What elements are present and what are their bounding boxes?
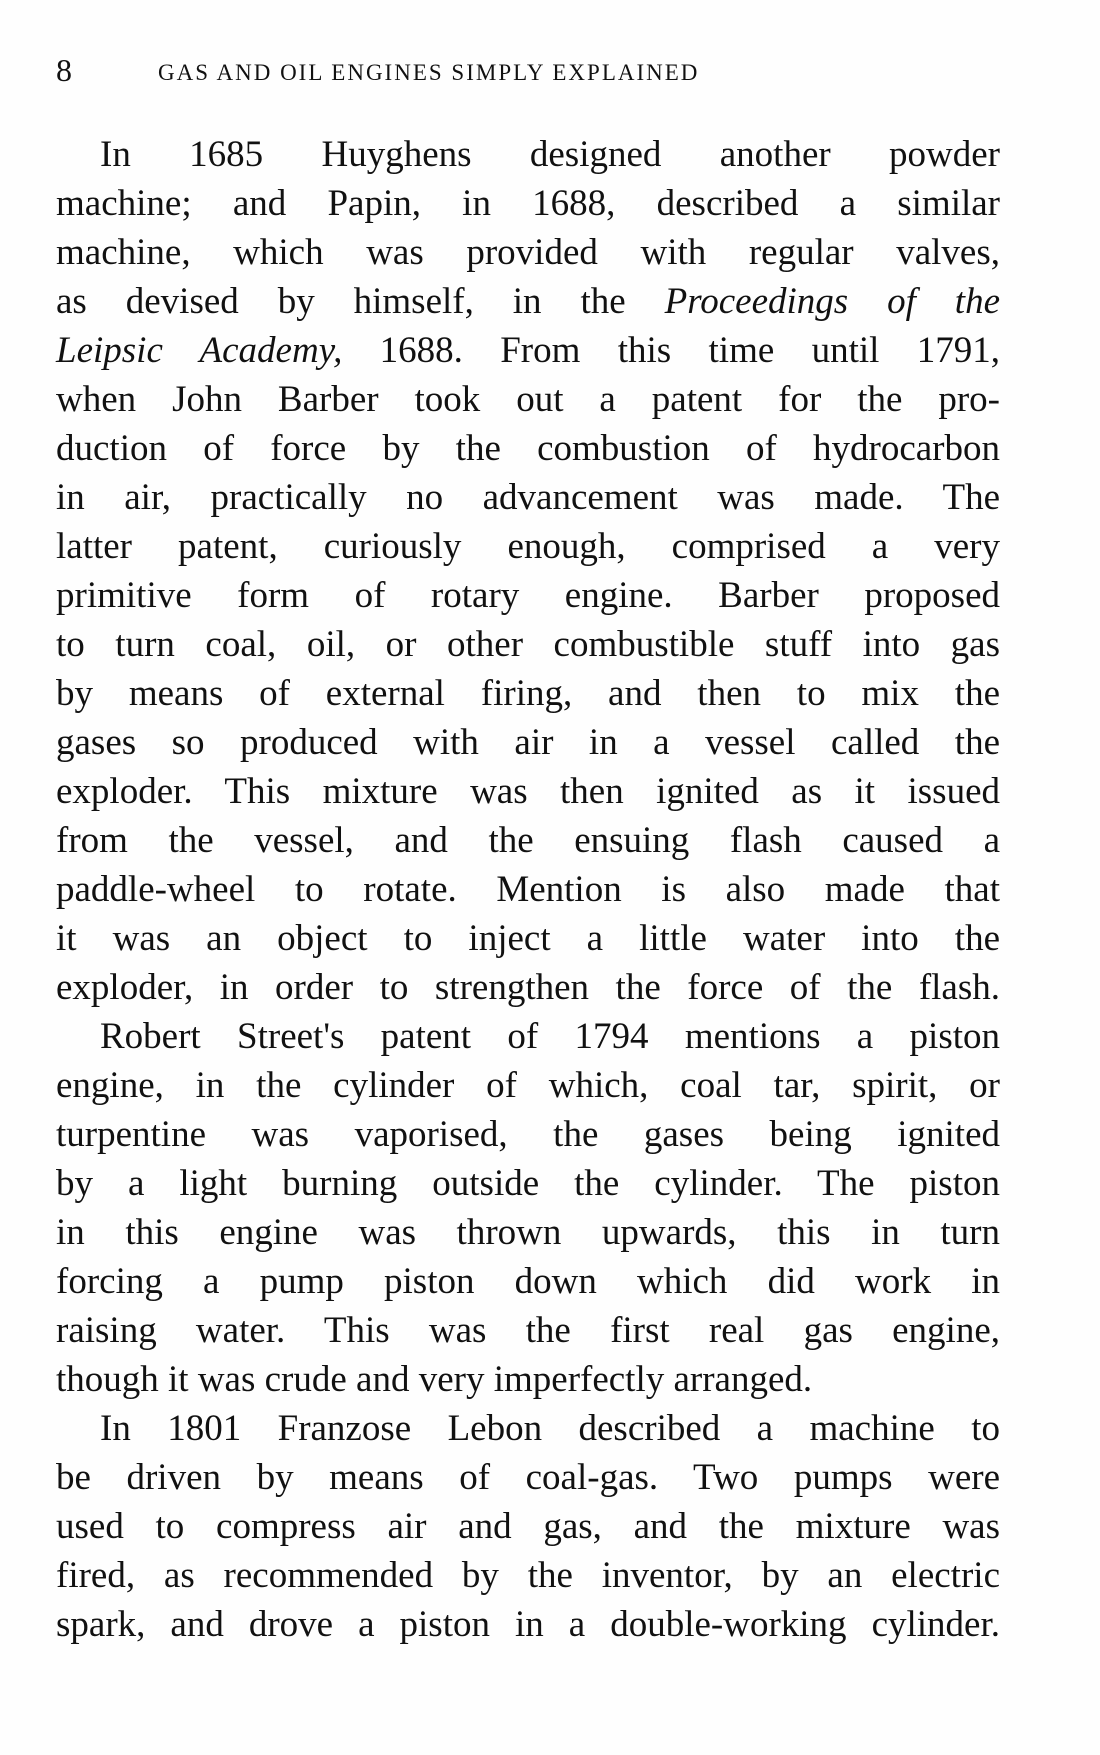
- text-line-with-italic: [56, 277, 1000, 326]
- text-line: used to compress air and gas, and the mixture was: [56, 1506, 1000, 1547]
- paragraph-1: [56, 130, 1000, 1012]
- text-line-with-italic: [56, 326, 1000, 375]
- text-line: primitive form of rotary engine. Barber proposed: [56, 575, 1000, 616]
- text-line: fired, as recommended by the inventor, by an electric: [56, 1555, 1000, 1596]
- text-line: raising water. This was the first real gas engine,: [56, 1310, 1000, 1351]
- text-line: by means of external firing, and then to mix the: [56, 673, 1000, 714]
- text-line: it was an object to inject a little water into the: [56, 918, 1000, 959]
- text-line: duction of force by the combustion of hydrocarbon: [56, 428, 1000, 469]
- text-line: when John Barber took out a patent for the pro-: [56, 379, 1000, 420]
- italic-title-span: Proceedings of the: [664, 281, 1000, 322]
- running-head: [56, 52, 996, 92]
- paragraph-3: [56, 1404, 1000, 1649]
- text-line: In 1801 Franzose Lebon described a machine to: [100, 1408, 1000, 1449]
- text-line: paddle-wheel to rotate. Mention is also made that: [56, 869, 1000, 910]
- text-span: 1688. From this time until 1791,: [342, 330, 1000, 371]
- body-text: [56, 130, 1000, 1649]
- text-span: as devised by himself, in the: [56, 281, 665, 322]
- text-line: from the vessel, and the ensuing flash caused a: [56, 820, 1000, 861]
- text-line: be driven by means of coal-gas. Two pumps were: [56, 1457, 1000, 1498]
- text-line: in this engine was thrown upwards, this in turn: [56, 1212, 1000, 1253]
- text-line: exploder, in order to strengthen the force of the flash.: [56, 967, 1000, 1008]
- text-line: latter patent, curiously enough, comprised a very: [56, 526, 1000, 567]
- text-line: engine, in the cylinder of which, coal tar, spirit, or: [56, 1065, 1000, 1106]
- text-line: by a light burning outside the cylinder. The piston: [56, 1163, 1000, 1204]
- running-title: GAS AND OIL ENGINES SIMPLY EXPLAINED: [158, 60, 700, 85]
- text-line: In 1685 Huyghens designed another powder: [100, 134, 1000, 175]
- text-line: forcing a pump piston down which did work in: [56, 1261, 1000, 1302]
- text-line: spark, and drove a piston in a double-working cylinder.: [56, 1604, 1000, 1645]
- text-line: exploder. This mixture was then ignited as it issued: [56, 771, 1000, 812]
- text-line: turpentine was vaporised, the gases being ignited: [56, 1114, 1000, 1155]
- paragraph-2: [56, 1012, 1000, 1404]
- text-line: machine; and Papin, in 1688, described a similar: [56, 183, 1000, 224]
- page-number: 8: [56, 52, 72, 88]
- text-line: gases so produced with air in a vessel called the: [56, 722, 1000, 763]
- text-line: though it was crude and very imperfectly arranged.: [56, 1359, 813, 1400]
- text-line: to turn coal, oil, or other combustible stuff into gas: [56, 624, 1000, 665]
- text-line: in air, practically no advancement was made. The: [56, 477, 1000, 518]
- text-line: machine, which was provided with regular valves,: [56, 232, 1000, 273]
- italic-title-span: Leipsic Academy,: [56, 330, 343, 371]
- text-line: Robert Street's patent of 1794 mentions a piston: [100, 1016, 1000, 1057]
